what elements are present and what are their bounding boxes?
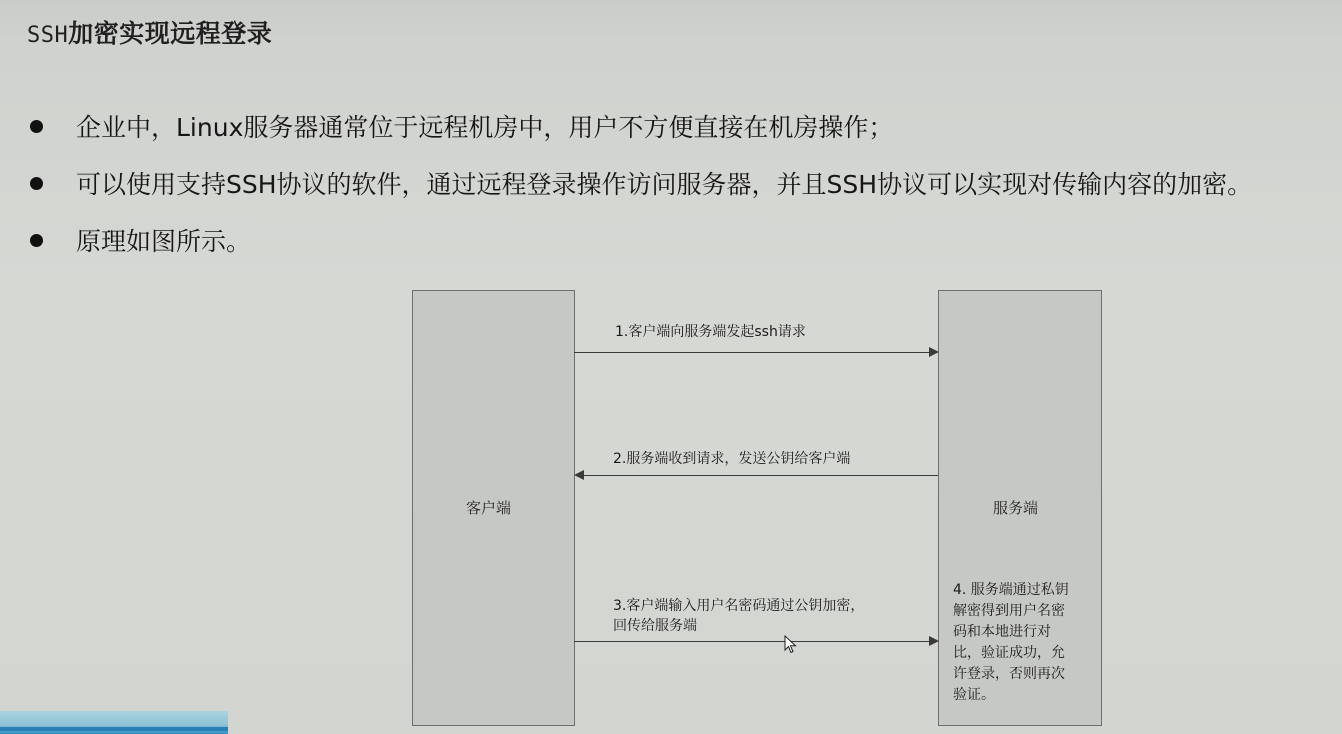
step-1-label: 1.客户端向服务端发起ssh请求: [615, 324, 806, 340]
step-3-arrow: [574, 641, 930, 642]
step-4-line: 许登录，否则再次: [953, 666, 1065, 682]
arrow-right-icon: [929, 636, 939, 646]
step-3-line-1: 3.客户端输入用户名密码通过公钥加密，: [613, 598, 865, 614]
bottom-progress-line: [0, 727, 228, 731]
bullet-text: 企业中，Linux服务器通常位于远程机房中，用户不方便直接在机房操作；: [76, 113, 894, 142]
bullet-text: 原理如图所示。: [76, 227, 252, 256]
step-3-label: [613, 596, 864, 636]
client-label: 客户端: [466, 499, 512, 517]
mouse-pointer-icon: [784, 635, 798, 655]
step-4-line: 4. 服务端通过私钥: [953, 582, 1069, 598]
step-4-line: 验证。: [953, 687, 995, 703]
step-1-arrow: [574, 352, 930, 353]
server-label: 服务端: [993, 499, 1039, 517]
bullet-text: 可以使用支持SSH协议的软件，通过远程登录操作访问服务器，并且SSH协议可以实现对传输内容的加密。: [76, 170, 1253, 199]
title-prefix: SSH: [27, 23, 69, 48]
step-2-arrow: [584, 475, 938, 476]
step-4-line: 比，验证成功，允: [953, 645, 1065, 661]
step-4-line: 码和本地进行对: [953, 624, 1051, 640]
arrow-left-icon: [574, 470, 584, 480]
step-2-label: 2.服务端收到请求，发送公钥给客户端: [613, 451, 851, 467]
step-4-note: [953, 580, 1093, 706]
title-text: 加密实现远程登录: [68, 19, 273, 48]
arrow-right-icon: [929, 347, 939, 357]
step-3-line-2: 回传给服务端: [613, 618, 697, 634]
step-4-line: 解密得到用户名密: [953, 603, 1065, 619]
